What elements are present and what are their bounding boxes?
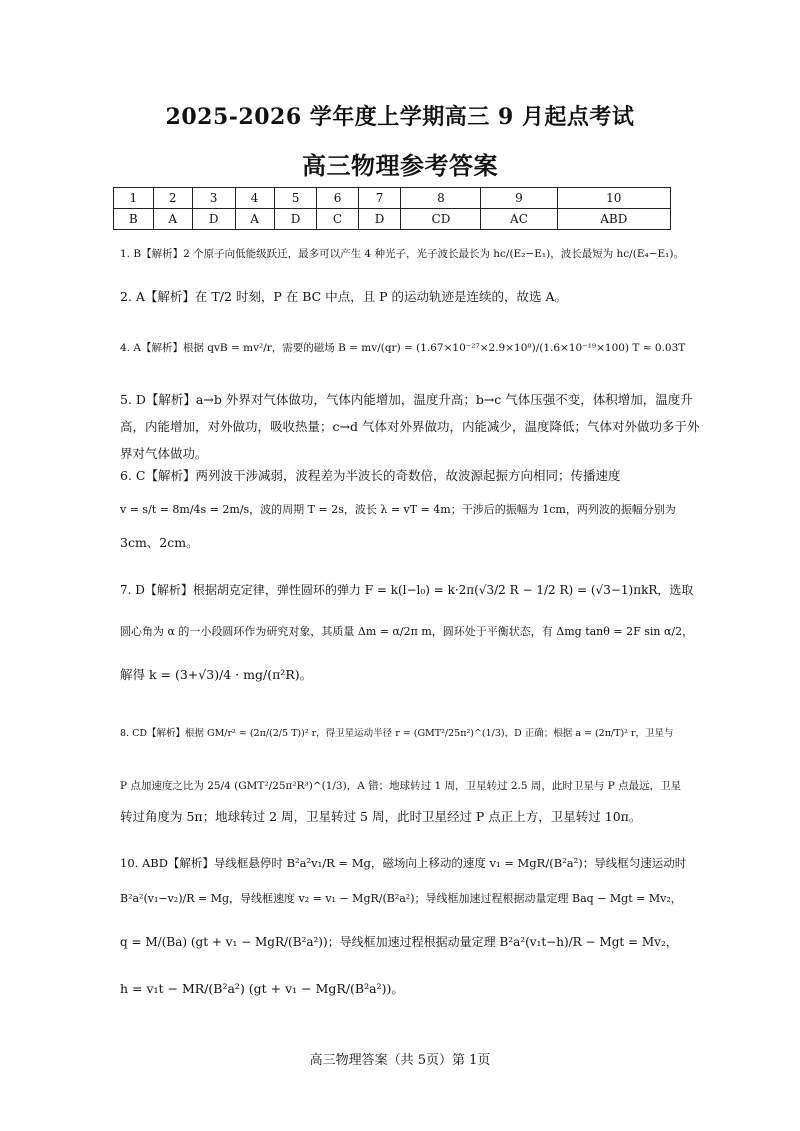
solution-q8-line2: P 点加速度之比为 25/4 (GMT²/25π²R³)^(1/3)，A 错；地球转过 1 周，卫星转过 2.5 周，此时卫星与 P 点最远，卫星 bbox=[120, 780, 682, 792]
table-cell: ABD bbox=[557, 209, 670, 230]
solution-q10-line2: B²a²(v₁−v₂)/R = Mg，导线框速度 v₂ = v₁ − MgR/(B²a²)；导线框加速过程根据动量定理 Baq − Mgt = Mv₂， bbox=[120, 892, 682, 905]
table-cell: C bbox=[317, 209, 358, 230]
table-cell: A bbox=[153, 209, 192, 230]
exam-title: 2025-2026 学年度上学期高三 9 月起点考试 bbox=[165, 104, 635, 130]
table-cell: 3 bbox=[192, 188, 235, 209]
table-cell: 10 bbox=[557, 188, 670, 209]
table-row-answers bbox=[114, 209, 671, 230]
solution-q6-line2: v = s/t = 8m/4s = 2m/s，波的周期 T = 2s，波长 λ = vT = 4m；干涉后的振幅为 1cm，两列波的振幅分别为 bbox=[120, 503, 676, 516]
table-cell: 9 bbox=[481, 188, 557, 209]
solution-q8-line3: 转过角度为 5π；地球转过 2 周，卫星转过 5 周，此时卫星经过 P 点正上方，卫星转过 10π。 bbox=[120, 809, 642, 824]
table-cell: CD bbox=[401, 209, 481, 230]
answer-table bbox=[113, 187, 671, 230]
solution-q5: 5. D【解析】a→b 外界对气体做功，气体内能增加，温度升高；b→c 气体压强不变，体积增加，温度升高，内能增加，对外做功，吸收热量；c→d 气体对外界做功，内能减少，温度降低；气体对外做功多于外界对气体做功。 bbox=[120, 392, 700, 461]
table-cell: B bbox=[114, 209, 154, 230]
solution-q1: 1. B【解析】2 个原子向低能级跃迁，最多可以产生 4 种光子，光子波长最长为 hc/(E₂−E₁)，波长最短为 hc/(E₄−E₁)。 bbox=[120, 248, 684, 260]
solution-q2: 2. A【解析】在 T/2 时刻，P 在 BC 中点，且 P 的运动轨迹是连续的，故选 A。 bbox=[120, 289, 568, 304]
solution-q4: 4. A【解析】根据 qvB = mv²/r，需要的磁场 B = mv/(qr) = (1.67×10⁻²⁷×2.9×10⁸)/(1.6×10⁻¹⁹×100) T ≈ 0.03T bbox=[120, 342, 686, 354]
solution-q6-line1: 6. C【解析】两列波干涉减弱，波程差为半波长的奇数倍，故波源起振方向相同；传播速度 bbox=[120, 468, 621, 483]
table-cell: AC bbox=[481, 209, 557, 230]
solution-q7-line1: 7. D【解析】根据胡克定律，弹性圆环的弹力 F = k(l−l₀) = k·2π(√3/2 R − 1/2 R) = (√3−1)πkR，选取 bbox=[120, 583, 694, 597]
page-title: 高三物理参考答案 bbox=[302, 151, 498, 180]
solution-q8-line1: 8. CD【解析】根据 GM/r² = (2π/(2/5 T))² r，得卫星运动半径 r = (GMT²/25π²)^(1/3)，D 正确；根据 a = (2π/T)² r，卫星与 bbox=[120, 728, 674, 739]
table-cell: D bbox=[192, 209, 235, 230]
table-cell: 1 bbox=[114, 188, 154, 209]
page-footer: 高三物理答案（共 5页）第 1页 bbox=[309, 1053, 491, 1068]
table-cell: A bbox=[235, 209, 274, 230]
solution-q7-line2: 圆心角为 α 的一小段圆环作为研究对象，其质量 Δm = α/2π m，圆环处于平衡状态，有 Δmg tanθ = 2F sin α/2， bbox=[120, 625, 694, 638]
solution-q7-line3: 解得 k = (3+√3)/4 · mg/(π²R)。 bbox=[120, 667, 313, 682]
table-cell: 7 bbox=[358, 188, 401, 209]
table-row-numbers bbox=[114, 188, 671, 209]
table-cell: 2 bbox=[153, 188, 192, 209]
solution-q6-line3: 3cm、2cm。 bbox=[120, 535, 199, 550]
solution-q10-line4: h = v₁t − MR/(B²a²) (gt + v₁ − MgR/(B²a²))。 bbox=[120, 981, 404, 996]
table-cell: 4 bbox=[235, 188, 274, 209]
table-cell: 6 bbox=[317, 188, 358, 209]
table-cell: D bbox=[274, 209, 317, 230]
solution-q10-line3: q = M/(Ba) (gt + v₁ − MgR/(B²a²))；导线框加速过程根据动量定理 B²a²(v₁t−h)/R − Mgt = Mv₂， bbox=[120, 935, 678, 949]
table-cell: 5 bbox=[274, 188, 317, 209]
table-cell: D bbox=[358, 209, 401, 230]
solution-q10-line1: 10. ABD【解析】导线框悬停时 B²a²v₁/R = Mg，磁场向上移动的速度 v₁ = MgR/(B²a²)；导线框匀速运动时 bbox=[120, 856, 687, 870]
table-cell: 8 bbox=[401, 188, 481, 209]
